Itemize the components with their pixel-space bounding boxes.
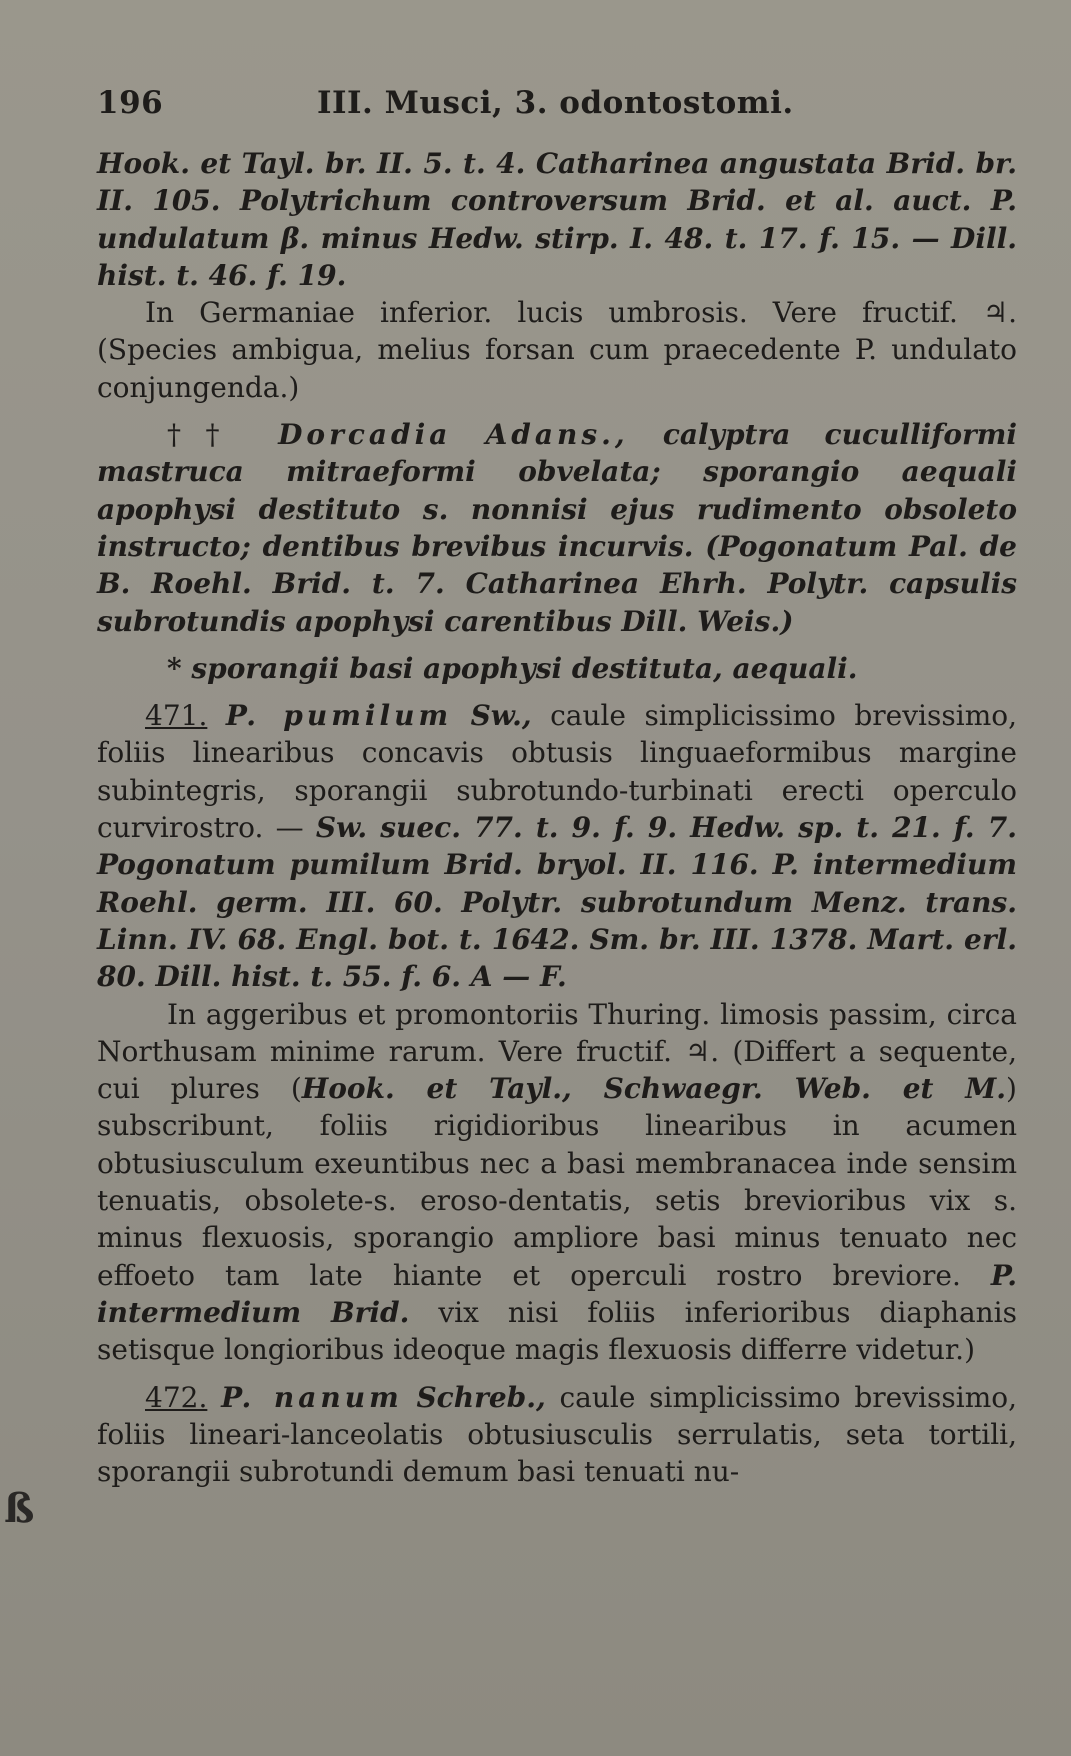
page-header — [97, 85, 1017, 145]
running-title: III. Musci, 3. odontostomi. — [317, 85, 794, 121]
species-471-note-part3: vix nisi foliis inferioribus diaphanis setisque longioribus ideoque magis flexuosis differre videtur.) — [97, 1295, 1018, 1367]
group-dorcadia — [97, 416, 1017, 640]
species-471-note-ref: P. intermedium Brid. — [97, 1258, 1017, 1329]
group-marker: †† — [167, 418, 244, 452]
species-472-number: 472. — [145, 1380, 208, 1414]
margin-handwritten-mark: ß — [4, 1485, 35, 1532]
species-472-description: caule simplicissimo brevissimo, foliis lineari-lanceolatis obtusiusculis serrulatis, seta tortili, sporangii subrotundi demum basi tenuati nu- — [97, 1380, 1018, 1489]
species-471-note-part1: In aggeribus et promontoriis Thuring. limosis passim, circa Northusam minime rarum. Vere fructif. ♃. (Differt a sequente, cui plures ( — [97, 997, 1017, 1106]
species-471-references: Sw. suec. 77. t. 9. f. 9. Hedw. sp. t. 21. f. 7. Pogonatum pumilum Brid. bryol. II. 116. P. intermedium Roehl. germ. III. 60. Polytr. subrotundum Menz. trans. Linn. IV. 68. Engl. bot. t. 1642. Sm. br. III. 1378. Mart. erl. 80. Dill. hist. t. 55. f. 6. A — F. — [97, 811, 1017, 994]
group-author: Adans., — [485, 418, 629, 452]
group-description: calyptra cuculliformi mastruca mitraeformi obvelata; sporangio aequali apophysi destituto s. nonnisi ejus rudimento obsoleto instructo; dentibus brevibus incurvis. (Pogonatum Pal. de B. Roehl. Brid. t. 7. Catharinea Ehrh. Polytr. capsulis subrotundis apophysi carentibus Dill. Weis.) — [97, 418, 1018, 638]
page-content — [97, 85, 1017, 1490]
page-number: 196 — [97, 85, 164, 121]
subgroup-heading: * sporangii basi apophysi destituta, aequali. — [167, 651, 858, 685]
species-471-description: caule simplicissimo brevissimo, foliis linearibus concavis obtusis linguaeformibus margine subintegris, sporangii subrotundo-turbinati erecti operculo curvirostro. — — [97, 699, 1018, 845]
species-471-number: 471. — [145, 699, 208, 733]
continued-habitat-note: In Germaniae inferior. lucis umbrosis. Vere fructif. ♃. (Species ambigua, melius forsan cum praecedente P. undulato conjungenda.) — [97, 296, 1017, 404]
species-471-note-part2: ) subscribunt, foliis rigidioribus linearibus in acumen obtusiusculum exeuntibus nec a basi membranacea inde sensim tenuatis, obsolete-s. eroso-dentatis, setis brevioribus vix s. minus flexuosis, sporangio ampliore basi minus tenuato nec effoeto tam late hiante et operculi rostro breviore. — [97, 1072, 1017, 1292]
continued-synonymy: Hook. et Tayl. br. II. 5. t. 4. Catharinea angustata Brid. br. II. 105. Polytrichum controversum Brid. et al. auct. P. undulatum β. minus Hedw. stirp. I. 48. t. 17. f. 15. — Dill. hist. t. 46. f. 19. — [97, 147, 1017, 292]
species-471-name: P. pumilum — [225, 699, 453, 733]
species-471-note-authors: Hook. et Tayl., Schwaegr. Web. et M. — [301, 1072, 1007, 1106]
group-name: Dorcadia — [278, 418, 452, 452]
species-472-name: P. nanum — [221, 1380, 403, 1414]
species-472-author: Schreb., — [416, 1380, 546, 1414]
species-471-note — [97, 996, 1017, 1369]
species-471 — [97, 697, 1017, 995]
species-471-author: Sw., — [470, 699, 532, 733]
species-472 — [97, 1379, 1017, 1491]
